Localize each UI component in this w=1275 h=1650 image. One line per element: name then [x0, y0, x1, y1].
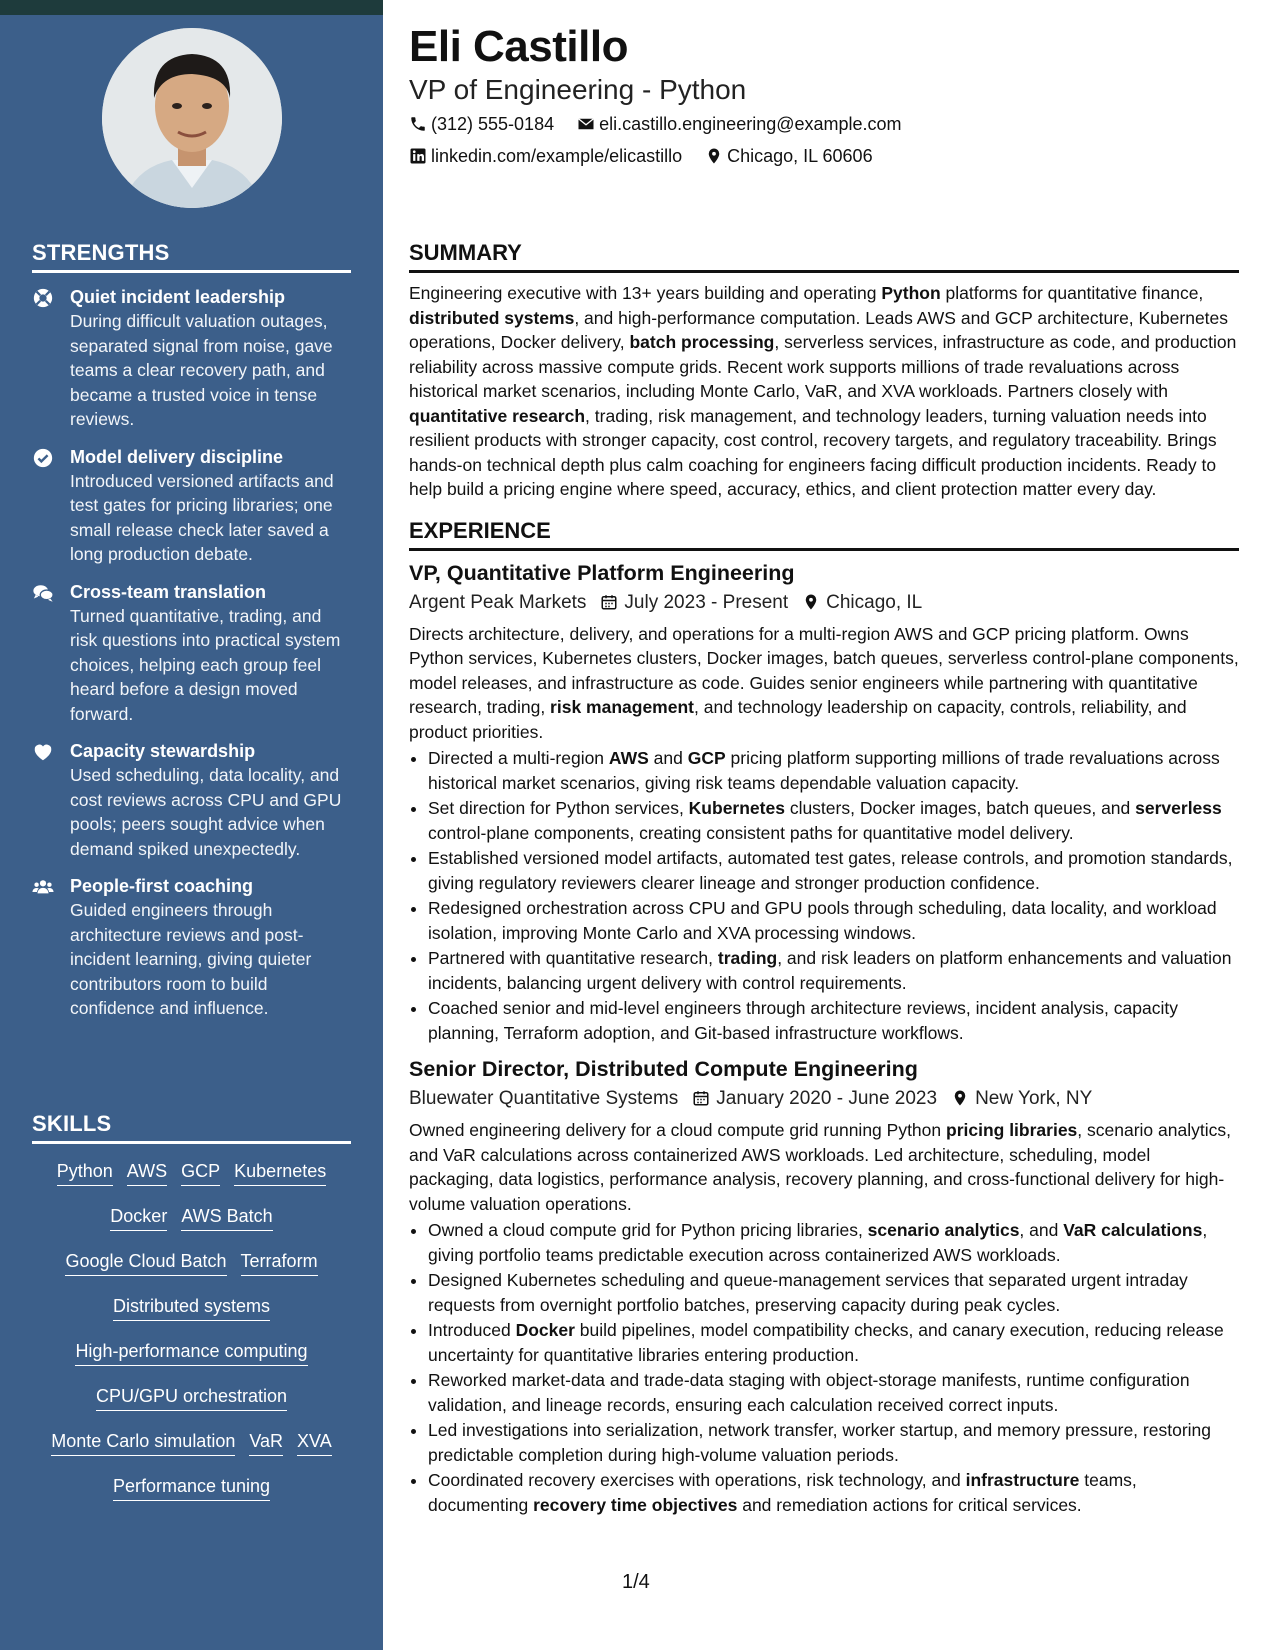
contact-location: [705, 146, 872, 167]
job-bullets: [409, 746, 1239, 1045]
skill-tag: GCP: [181, 1158, 220, 1186]
map-pin-icon: [951, 1089, 969, 1107]
phone-icon: [409, 115, 427, 133]
candidate-role: VP of Engineering - Python: [409, 74, 747, 105]
job-company: Argent Peak Markets: [409, 591, 587, 613]
skill-tag: Monte Carlo simulation: [51, 1428, 235, 1456]
skill-tag: Terraform: [241, 1248, 318, 1276]
bold-keyword: VaR calculations: [1063, 1220, 1203, 1240]
strengths-list: [32, 285, 351, 1021]
linkedin-text: linkedin.com/example/elicastillo: [431, 146, 683, 166]
job-bullet: • Coordinated recovery exercises with operations, risk technology, and infrastructure teams, documenting recovery time objectives and remediation actions for critical services.: [428, 1468, 1239, 1517]
skill-row: [32, 1428, 351, 1456]
contact-linkedin[interactable]: [409, 146, 682, 167]
strength-description: Used scheduling, data locality, and cost reviews across CPU and GPU pools; peers sought advice when demand spiked unexpectedly.: [70, 765, 342, 859]
job-bullet: • Reworked market-data and trade-data staging with object-storage manifests, runtime configuration validation, and lineage records, ensuring each calculation received correct inputs.: [428, 1368, 1239, 1417]
skills-list: [32, 1158, 351, 1501]
strength-title: Cross-team translation: [70, 581, 267, 602]
strength-item: [32, 445, 351, 567]
email-text: eli.castillo.engineering@example.com: [599, 114, 902, 134]
envelope-icon: [577, 115, 595, 133]
job-bullet: • Redesigned orchestration across CPU and GPU pools through scheduling, data locality, and workload isolation, improving Monte Carlo and XVA processing windows.: [428, 896, 1239, 945]
bold-keyword: scenario analytics: [867, 1220, 1020, 1240]
skill-tag: XVA: [297, 1428, 332, 1456]
sidebar-top-band: [0, 0, 383, 15]
profile-photo: [102, 28, 282, 208]
skill-row: [32, 1383, 351, 1411]
page-number: 1/4: [622, 1571, 650, 1593]
bold-keyword: Docker: [515, 1320, 575, 1340]
strength-item: [32, 874, 351, 1021]
strengths-heading: STRENGTHS: [32, 240, 351, 273]
bold-keyword: distributed systems: [409, 307, 575, 328]
summary-text: Engineering executive with 13+ years building and operating Python platforms for quantitative finance, distributed systems, and high-performance computation. Leads AWS and GCP architecture, Kubernetes operations, Docker delivery, batch processing, serverless services, infrastructure as code, and production reliability across massive compute grids. Recent work supports millions of trade revaluations across historical market scenarios, including Monte Carlo, VaR, and XVA workloads. Partners closely with quantitative research, trading, risk management, and technology leaders, turning valuation needs into resilient products with stronger capacity, cost control, recovery targets, and regulatory traceability. Brings hands-on technical depth plus calm coaching for engineers facing difficult production incidents. Ready to help build a pricing engine where speed, accuracy, ethics, and client protection matter every day.: [409, 283, 1237, 499]
bold-keyword: pricing libraries: [946, 1120, 1078, 1140]
contact-phone: [409, 114, 554, 135]
strength-item: [32, 285, 351, 432]
linkedin-icon: [409, 147, 427, 165]
strength-title: Capacity stewardship: [70, 741, 256, 761]
job-description: Directs architecture, delivery, and operations for a multi-region AWS and GCP pricing platform. Owns Python services, Kubernetes clusters, Docker images, batch queues, serverless control-plane components, model releases, and infrastructure as code. Guides senior engineers while partnering with quantitative research, trading, risk management, and technology leadership on capacity, controls, reliability, and product priorities.: [409, 623, 1239, 742]
job-bullet: • Led investigations into serialization, network transfer, worker startup, and memory pressure, restoring predictable completion during high-volume valuation periods.: [428, 1418, 1239, 1467]
job-description: Owned engineering delivery for a cloud compute grid running Python pricing libraries, scenario analytics, and VaR calculations across containerized AWS workloads. Led architecture, scheduling, model packaging, data logistics, performance analysis, recovery planning, and cross-functional delivery for high-volume valuation operations.: [409, 1120, 1231, 1214]
skill-tag: AWS Batch: [181, 1203, 272, 1231]
skill-tag: Kubernetes: [234, 1158, 326, 1186]
strength-item: [32, 580, 351, 727]
bold-keyword: GCP: [687, 748, 726, 768]
job-dates: January 2020 - June 2023: [716, 1088, 938, 1109]
experience-heading: EXPERIENCE: [409, 518, 1239, 551]
job-bullet: • Designed Kubernetes scheduling and queue-management services that separated urgent intraday requests from overnight portfolio batches, preserving capacity during peak cycles.: [428, 1268, 1239, 1317]
job-bullet: • Set direction for Python services, Kubernetes clusters, Docker images, batch queues, and serverless control-plane components, creating consistent paths for quantitative model delivery.: [428, 796, 1239, 845]
users-icon: [32, 876, 54, 898]
calendar-icon: [692, 1089, 710, 1107]
strength-description: Turned quantitative, trading, and risk questions into practical system choices, helping each group feel heard before a design moved forward.: [70, 605, 341, 724]
skill-tag: High-performance computing: [75, 1338, 307, 1366]
job-bullet: • Coached senior and mid-level engineers through architecture reviews, incident analysis, capacity planning, Terraform adoption, and Git-based infrastructure workflows.: [428, 996, 1239, 1045]
bold-keyword: serverless: [1135, 798, 1222, 818]
bold-keyword: AWS: [608, 748, 649, 768]
skill-tag: Google Cloud Batch: [65, 1248, 226, 1276]
bold-keyword: batch processing: [629, 332, 775, 352]
calendar-icon: [600, 593, 618, 611]
job-bullet: • Established versioned model artifacts, automated test gates, release controls, and promotion standards, giving regulatory reviewers clearer lineage and stronger production confidence.: [428, 846, 1239, 895]
job-bullet: • Introduced Docker build pipelines, model compatibility checks, and canary execution, reducing release uncertainty for quantitative libraries entering production.: [428, 1318, 1239, 1367]
skill-tag: VaR: [249, 1428, 283, 1456]
job-title: Senior Director, Distributed Compute Engineering: [409, 1057, 918, 1081]
skill-row: [32, 1203, 351, 1231]
summary-heading: SUMMARY: [409, 240, 1239, 273]
strength-description: During difficult valuation outages, separated signal from noise, gave teams a clear recovery path, and became a trusted voice in tense reviews.: [70, 311, 333, 429]
phone-text: (312) 555-0184: [431, 114, 555, 134]
job-company: Bluewater Quantitative Systems: [409, 1088, 679, 1109]
job-entry: [409, 561, 1239, 1046]
job-location: Chicago, IL: [826, 591, 923, 613]
bold-keyword: Python: [881, 283, 941, 303]
job-dates: July 2023 - Present: [624, 591, 789, 613]
heart-icon: [32, 741, 54, 763]
skill-tag: Python: [57, 1158, 113, 1186]
skill-tag: CPU/GPU orchestration: [96, 1383, 287, 1411]
bold-keyword: infrastructure: [965, 1470, 1080, 1490]
strength-description: Guided engineers through architecture reviews and post-incident learning, giving quieter contributors room to build confidence and influence.: [70, 900, 312, 1018]
experience-list: [409, 561, 1239, 1518]
contact-email[interactable]: [577, 114, 901, 135]
portrait-illustration: [102, 28, 282, 208]
location-text: Chicago, IL 60606: [727, 146, 873, 166]
skill-tag: AWS: [127, 1158, 167, 1186]
strength-title: People-first coaching: [70, 876, 254, 896]
skill-row: [32, 1248, 351, 1276]
job-meta: [409, 1088, 1239, 1110]
bold-keyword: quantitative research: [409, 405, 586, 426]
map-pin-icon: [705, 147, 723, 165]
job-bullet: • Owned a cloud compute grid for Python pricing libraries, scenario analytics, and VaR calculations, giving portfolio teams predictable execution across containerized AWS workloads.: [428, 1218, 1239, 1267]
job-bullets: [409, 1218, 1239, 1517]
job-bullet: • Partnered with quantitative research, trading, and risk leaders on platform enhancements and valuation incidents, balancing urgent delivery with control requirements.: [428, 946, 1239, 995]
comments-icon: [32, 582, 54, 604]
map-pin-icon: [802, 593, 820, 611]
job-entry: [409, 1057, 1239, 1517]
skill-tag: Distributed systems: [113, 1293, 270, 1321]
summary-section: [409, 240, 1239, 1518]
bold-keyword: Kubernetes: [688, 798, 785, 818]
bold-keyword: recovery time objectives: [533, 1494, 738, 1515]
strengths-section: [32, 240, 351, 1021]
skill-row: [32, 1473, 351, 1501]
job-bullet: • Directed a multi-region AWS and GCP pricing platform supporting millions of trade revaluations across historical market scenarios, giving risk teams dependable valuation capacity.: [428, 746, 1239, 795]
bold-keyword: risk management: [550, 697, 694, 717]
contact-line-1: [409, 114, 920, 135]
skills-section: [32, 1111, 351, 1518]
check-circle-icon: [32, 447, 54, 469]
life-ring-icon: [32, 287, 54, 309]
strength-item: [32, 739, 351, 861]
strength-title: Quiet incident leadership: [70, 287, 286, 307]
skills-heading: SKILLS: [32, 1111, 351, 1144]
skill-tag: Docker: [110, 1203, 167, 1231]
skill-row: [32, 1158, 351, 1186]
sidebar: [0, 0, 383, 1650]
candidate-name: Eli Castillo: [409, 22, 628, 71]
job-meta: [409, 592, 1239, 614]
job-title: VP, Quantitative Platform Engineering: [409, 560, 795, 585]
strength-title: Model delivery discipline: [70, 446, 284, 467]
skill-row: [32, 1293, 351, 1321]
strength-description: Introduced versioned artifacts and test gates for pricing libraries; one small release check later saved a long production debate.: [70, 470, 334, 564]
contact-line-2: [409, 146, 891, 167]
job-location: New York, NY: [975, 1088, 1093, 1109]
skill-row: [32, 1338, 351, 1366]
bold-keyword: trading: [717, 948, 778, 968]
skill-tag: Performance tuning: [113, 1473, 270, 1501]
